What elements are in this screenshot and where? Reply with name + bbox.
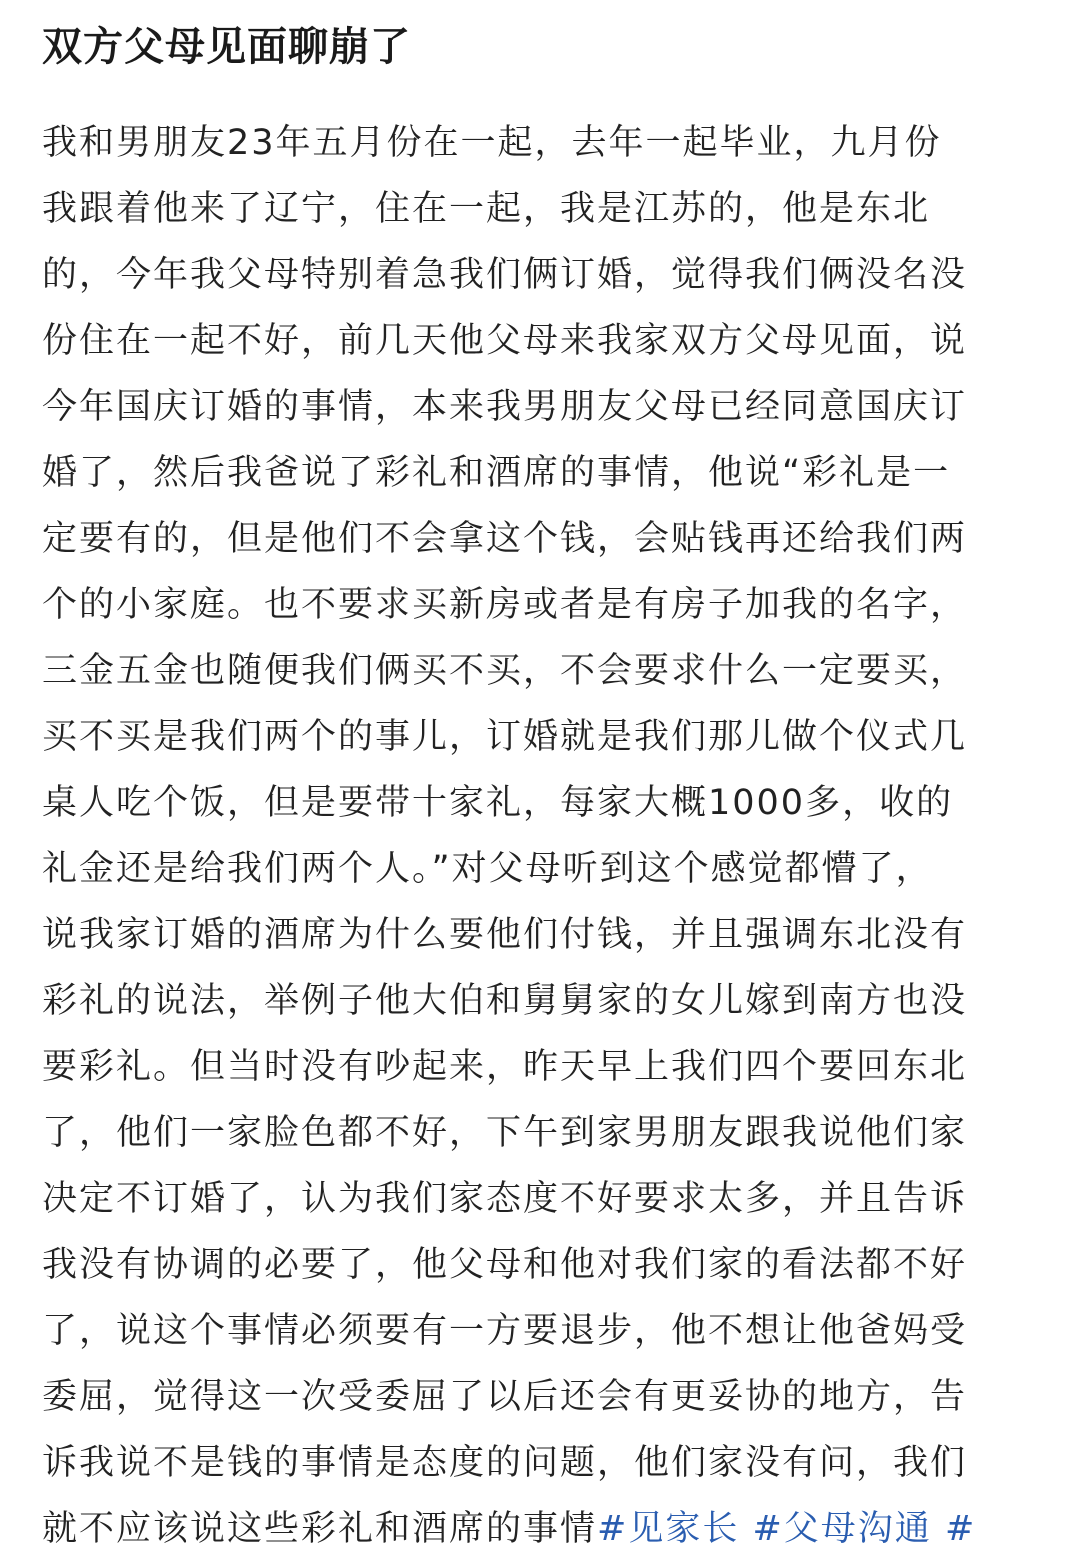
post-last-line	[42, 1496, 1042, 1562]
post-line: 个的小家庭。也不要求买新房或者是有房子加我的名字，	[42, 585, 968, 625]
tag-separator	[739, 1509, 752, 1549]
hashtag-link[interactable]: #见家长	[597, 1509, 740, 1549]
post-line: 决定不订婚了，认为我们家态度不好要求太多，并且告诉	[42, 1179, 968, 1219]
post-line: 买不买是我们两个的事儿，订婚就是我们那儿做个仪式几	[42, 717, 968, 757]
post-line: 委屈，觉得这一次受委屈了以后还会有更妥协的地方，告	[42, 1377, 968, 1417]
post-line: 彩礼的说法，举例子他大伯和舅舅家的女儿嫁到南方也没	[42, 981, 968, 1021]
post-container	[42, 18, 1042, 1562]
post-last-line-text: 就不应该说这些彩礼和酒席的事情	[42, 1509, 598, 1549]
hashtag-link[interactable]: #父母沟通	[752, 1509, 932, 1549]
post-line: 我和男朋友23年五月份在一起，去年一起毕业，九月份	[42, 123, 942, 163]
post-line: 的，今年我父母特别着急我们俩订婚，觉得我们俩没名没	[42, 255, 968, 295]
post-line: 婚了，然后我爸说了彩礼和酒席的事情，他说“彩礼是一	[42, 453, 951, 493]
post-title: 双方父母见面聊崩了	[42, 24, 411, 70]
post-line: 我没有协调的必要了，他父母和他对我们家的看法都不好	[42, 1245, 968, 1285]
post-line: 桌人吃个饭，但是要带十家礼，每家大概1000多，收的	[42, 783, 954, 823]
post-line: 三金五金也随便我们俩买不买，不会要求什么一定要买，	[42, 651, 968, 691]
post-line: 了，说这个事情必须要有一方要退步，他不想让他爸妈受	[42, 1311, 968, 1351]
hashtag-link[interactable]: #	[944, 1509, 977, 1549]
post-line: 要彩礼。但当时没有吵起来，昨天早上我们四个要回东北	[42, 1047, 968, 1087]
post-line: 诉我说不是钱的事情是态度的问题，他们家没有问，我们	[42, 1443, 968, 1483]
post-line: 说我家订婚的酒席为什么要他们付钱，并且强调东北没有	[42, 915, 968, 955]
tag-separator	[932, 1509, 945, 1549]
post-body	[42, 110, 1042, 1562]
post-line: 我跟着他来了辽宁，住在一起，我是江苏的，他是东北	[42, 189, 931, 229]
post-line: 份住在一起不好，前几天他父母来我家双方父母见面，说	[42, 321, 968, 361]
post-line: 礼金还是给我们两个人。”对父母听到这个感觉都懵了，	[42, 849, 933, 889]
post-line: 了，他们一家脸色都不好，下午到家男朋友跟我说他们家	[42, 1113, 968, 1153]
post-line: 今年国庆订婚的事情，本来我男朋友父母已经同意国庆订	[42, 387, 968, 427]
post-line: 定要有的，但是他们不会拿这个钱，会贴钱再还给我们两	[42, 519, 968, 559]
